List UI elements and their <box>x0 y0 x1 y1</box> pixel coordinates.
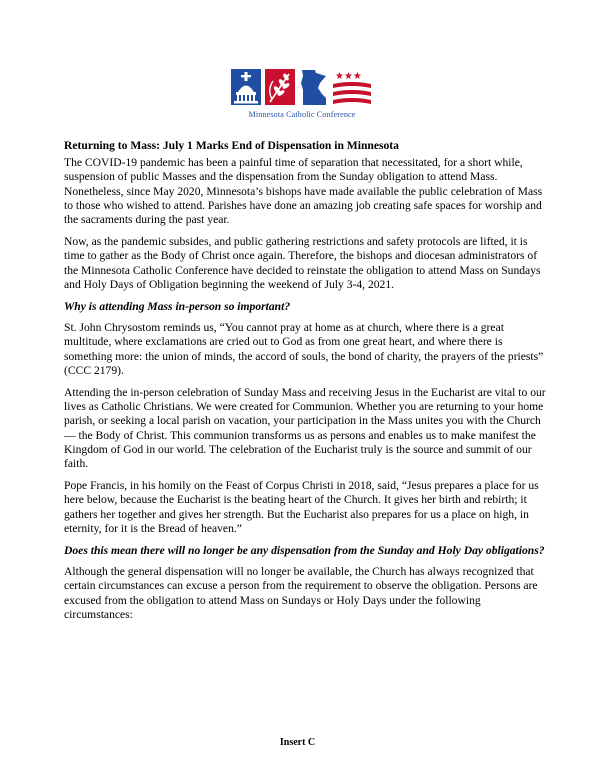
logo-emblems <box>227 66 377 110</box>
footer-label: Insert C <box>279 737 316 748</box>
article-body <box>64 139 548 630</box>
capitol-icon <box>231 69 261 105</box>
paragraph: Although the general dispensation will no longer be available, the Church has always recognized that certain circumstances can excuse a person from the requirement to observe the obligation. Persons are excused from the obligation to attend Mass on Sundays or Holy Days under the following circumstances: <box>64 565 538 621</box>
flag-icon <box>333 69 371 105</box>
mcc-logo <box>227 66 377 122</box>
paragraph: Pope Francis, in his homily on the Feast of Corpus Christi in 2018, said, “Jesus prepares a place for us here below, because the Eucharist is the beating heart of the Church. It gives her birth and rebirth; it gathers her together and gives her strength. But the Eucharist also prepares for us a place on high, in eternity, for it is the Bread of heaven.” <box>64 479 539 535</box>
section-subheading: Why is attending Mass in-person so important? <box>64 300 291 314</box>
paragraph: Now, as the pandemic subsides, and public gathering restrictions and safety protocols are lifted, it is time to gather as the Body of Christ once again. Therefore, the bishops and diocesan administrators of the Minnesota Catholic Conference have decided to reinstate the obligation to attend Mass on Sundays and Holy Days of Obligation beginning the weekend of July 3-4, 2021. <box>64 235 541 291</box>
logo-org-name: Minnesota Catholic Conference <box>248 110 356 119</box>
paragraph: The COVID-19 pandemic has been a painful time of separation that necessitated, for a short while, suspension of public Masses and the dispensation from the Sunday obligation to attend Mass. Nonetheless, since May 2020, Minnesota’s bishops have made available the public celebration of Mass to those who wished to attend. Parishes have done an amazing job creating safe spaces for worship and the sacraments during the past year. <box>64 156 543 227</box>
paragraph: Attending the in-person celebration of Sunday Mass and receiving Jesus in the Eucharist are vital to our lives as Catholic Christians. We were created for Communion. Whether you are returning to your home parish, or seeking a local parish on vacation, your participation in the Mass unites you with the Church — the Body of Christ. This communion transforms us as persons and enables us to make manifest the Kingdom of God in our world. The celebration of the Eucharist truly is the source and summit of our faith. <box>64 386 546 471</box>
wheat-icon <box>265 69 295 105</box>
paragraph: St. John Chrysostom reminds us, “You cannot pray at home as at church, where there is a great multitude, where exclamations are cried out to God as from one great heart, and where there is something more: the union of minds, the accord of souls, the bond of charity, the prayers of the priests” (CCC 2179). <box>64 321 544 377</box>
section-subheading: Does this mean there will no longer be any dispensation from the Sunday and Holy Day obligations? <box>64 544 545 558</box>
svg-text:★★★: ★★★ <box>335 71 362 82</box>
minnesota-map-icon <box>299 69 329 105</box>
article-title: Returning to Mass: July 1 Marks End of Dispensation in Minnesota <box>64 139 399 152</box>
